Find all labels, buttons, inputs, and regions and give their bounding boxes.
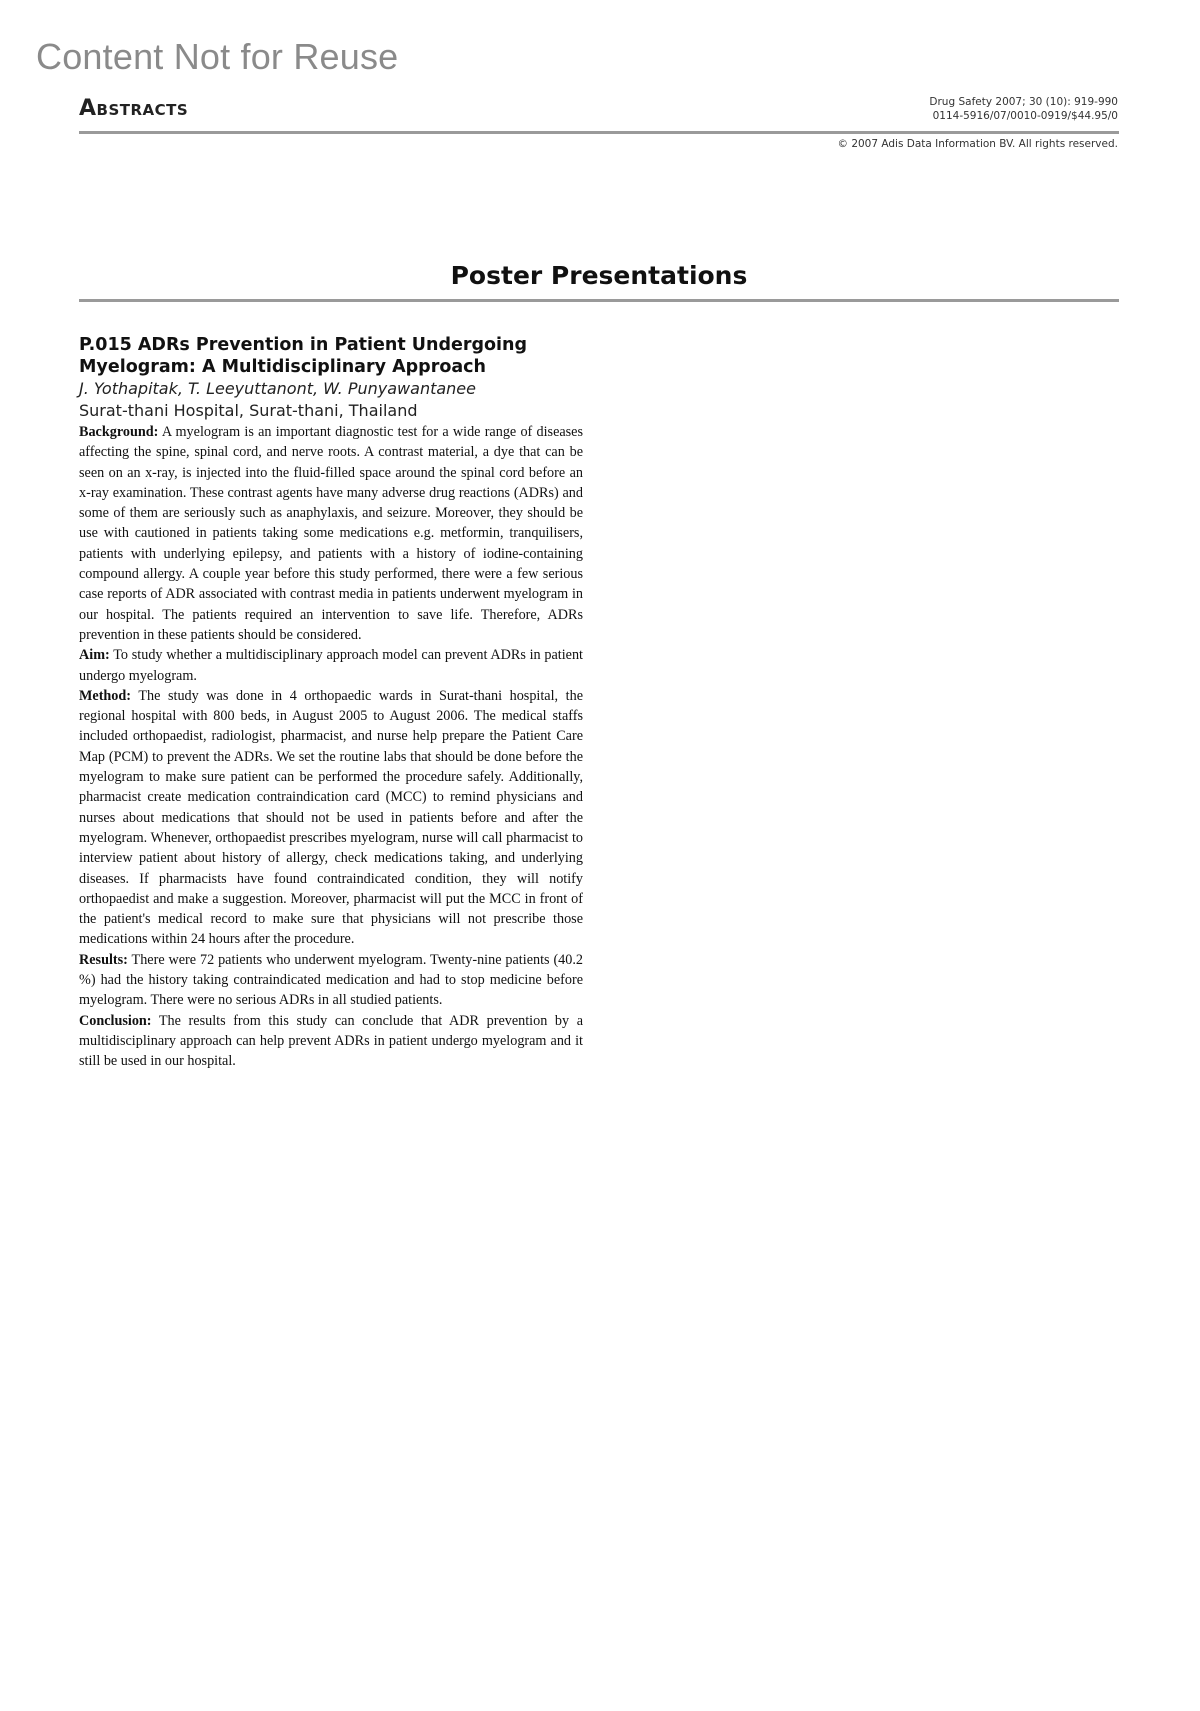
watermark-text: Content Not for Reuse xyxy=(36,36,399,77)
paragraph-background xyxy=(79,422,583,645)
header-rule xyxy=(79,131,1119,134)
section-rule xyxy=(79,299,1119,302)
issn-line: 0114-5916/07/0010-0919/$44.95/0 xyxy=(932,110,1118,122)
aim-label: Aim: xyxy=(79,647,110,664)
journal-citation xyxy=(929,95,1118,123)
paragraph-conclusion xyxy=(79,1011,583,1072)
method-label: Method: xyxy=(79,687,132,704)
results-text: There were 72 patients who underwent myelogram. Twenty-nine patients (40.2 %) had the history taking contraindicated medication and had to stop medicine before myelogram. There were no serious ADRs in all studied patients. xyxy=(79,951,584,1009)
background-label: Background: xyxy=(79,424,159,440)
aim-text: To study whether a multidisciplinary approach model can prevent ADRs in patient undergo myelogram. xyxy=(79,647,583,684)
paragraph-results xyxy=(79,950,583,1011)
method-text: The study was done in 4 orthopaedic wards in Surat-thani hospital, the regional hospital with 800 beds, in August 2005 to August 2006. The medical staffs included orthopaedist, radiologist, pharmacist, and nurse help prepare the Patient Care Map (PCM) to prevent the ADRs. We set the routine labs that should be done before the myelogram to make sure patient can be performed the procedure safely. Additionally, pharmacist create medication contraindication card (MCC) to remind physicians and nurses about medications that should not be used in patients before and after the myelogram. Whenever, orthopaedist prescribes myelogram, nurse will call pharmacist to interview patient about history of allergy, check medications taking, and underlying diseases. If pharmacists have found contraindicated condition, they will notify orthopaedist and make a suggestion. Moreover, pharmacist will put the MCC in front of the patient's medical record to make sure that physicians will not prescribe those medications within 24 hours after the procedure. xyxy=(79,687,583,948)
journal-line: Drug Safety 2007; 30 (10): 919-990 xyxy=(929,96,1118,108)
copyright-notice: © 2007 Adis Data Information BV. All rights reserved. xyxy=(837,138,1118,150)
abstract-title-line-2: Myelogram: A Multidisciplinary Approach xyxy=(79,357,487,377)
paragraph-aim xyxy=(79,645,583,686)
section-title: Poster Presentations xyxy=(450,261,748,290)
abstract-title-line-1: P.015 ADRs Prevention in Patient Undergoing xyxy=(79,335,528,355)
background-text: A myelogram is an important diagnostic test for a wide range of diseases affecting the spine, spinal cord, and nerve roots. A contrast material, a dye that can be seen on an x-ray, is injected into the fluid-filled space around the spinal cord before an x-ray examination. These contrast agents have many adverse drug reactions (ADRs) and some of them are seriously such as anaphylaxis, and seizure. Moreover, they should be use with cautioned in patients taking some medications e.g. metformin, tranquilisers, patients with underlying epilepsy, and patients with a history of iodine-containing compound allergy. A couple year before this study performed, there were a few serious case reports of ADR associated with contrast media in patients underwent myelogram in our hospital. The patients required an intervention to save life. Therefore, ADRs prevention in these patients should be considered. xyxy=(79,424,583,643)
abstract-affiliation: Surat-thani Hospital, Surat-thani, Thailand xyxy=(79,401,418,420)
abstract-authors: J. Yothapitak, T. Leeyuttanont, W. Punyawantanee xyxy=(79,379,476,398)
paragraph-method xyxy=(79,686,583,950)
section-label: Abstracts xyxy=(79,96,189,121)
results-label: Results: xyxy=(79,951,128,968)
conclusion-text: The results from this study can conclude that ADR prevention by a multidisciplinary approach can help prevent ADRs in patient undergo myelogram and it still be used in our hospital. xyxy=(79,1012,583,1070)
abstract-block xyxy=(79,334,583,1072)
conclusion-label: Conclusion: xyxy=(79,1012,152,1029)
